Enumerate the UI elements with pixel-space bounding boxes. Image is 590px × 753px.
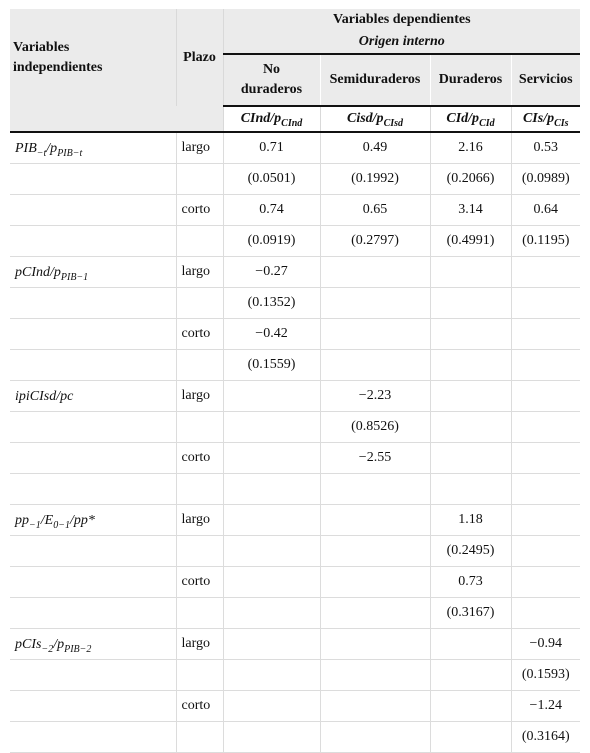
value-cell: 0.53 <box>511 132 580 164</box>
value-cell: (0.1593) <box>511 660 580 691</box>
table-body <box>10 132 580 753</box>
category-label: No <box>262 62 281 77</box>
value-cell <box>320 567 430 598</box>
independent-variable-cell <box>10 319 176 350</box>
independent-variable-cell <box>10 132 176 164</box>
variable-label-part: /p <box>46 141 58 156</box>
value-cell <box>320 319 430 350</box>
table-row <box>10 412 580 443</box>
table-row <box>10 350 580 381</box>
value-cell: 0.64 <box>511 195 580 226</box>
value-cell <box>320 474 430 505</box>
header-plazo: Plazo <box>176 9 223 106</box>
value-cell: (0.2495) <box>430 536 511 567</box>
value-cell <box>320 257 430 288</box>
variable-label-part: /p <box>53 637 65 652</box>
value-cell: −1.24 <box>511 691 580 722</box>
independent-variable-cell <box>10 257 176 288</box>
independent-variable-cell <box>10 505 176 536</box>
independent-variable-cell <box>10 443 176 474</box>
independent-variable-cell <box>10 226 176 257</box>
value-cell: (0.3164) <box>511 722 580 753</box>
regression-table <box>10 9 580 753</box>
value-cell <box>223 722 320 753</box>
value-cell <box>430 474 511 505</box>
plazo-cell <box>176 226 223 257</box>
independent-variable-cell <box>10 474 176 505</box>
value-cell <box>223 691 320 722</box>
variable-label-part: PIB−t <box>57 148 83 159</box>
value-cell <box>430 412 511 443</box>
value-cell: 0.73 <box>430 567 511 598</box>
value-cell <box>430 319 511 350</box>
table-row <box>10 164 580 195</box>
independent-variable-cell <box>10 691 176 722</box>
value-cell <box>511 381 580 412</box>
value-cell: (0.2797) <box>320 226 430 257</box>
table-row <box>10 722 580 753</box>
value-cell <box>511 443 580 474</box>
value-cell: 0.65 <box>320 195 430 226</box>
variable-label-part: pCInd/p <box>15 265 61 280</box>
value-cell <box>223 536 320 567</box>
plazo-cell: largo <box>176 505 223 536</box>
independent-variable-cell <box>10 381 176 412</box>
table-row <box>10 319 580 350</box>
value-cell: (0.1992) <box>320 164 430 195</box>
independent-variable-cell <box>10 288 176 319</box>
value-cell <box>320 722 430 753</box>
value-cell: (0.1559) <box>223 350 320 381</box>
independent-variable-cell <box>10 195 176 226</box>
table-row <box>10 629 580 660</box>
value-cell: (0.0989) <box>511 164 580 195</box>
value-cell <box>223 474 320 505</box>
value-cell <box>430 443 511 474</box>
value-cell <box>320 536 430 567</box>
independent-variable-cell <box>10 629 176 660</box>
header-blank <box>176 106 223 132</box>
value-cell: −0.42 <box>223 319 320 350</box>
plazo-cell: largo <box>176 257 223 288</box>
value-cell: 1.18 <box>430 505 511 536</box>
variable-label-part: pp <box>15 513 29 528</box>
value-cell <box>430 722 511 753</box>
value-cell <box>511 350 580 381</box>
variable-label-part: 0−1 <box>53 520 70 531</box>
table-row <box>10 381 580 412</box>
plazo-cell: corto <box>176 443 223 474</box>
header-blank <box>10 106 176 132</box>
value-cell: 3.14 <box>430 195 511 226</box>
table-row <box>10 567 580 598</box>
value-cell <box>320 691 430 722</box>
header-category-semiduraderos: Semiduraderos <box>320 54 430 106</box>
value-cell <box>511 536 580 567</box>
header-dependent-variables: Variables dependientes <box>223 9 580 31</box>
header-category-duraderos: Duraderos <box>430 54 511 106</box>
value-cell <box>320 598 430 629</box>
independent-variable-cell <box>10 567 176 598</box>
value-cell: (0.2066) <box>430 164 511 195</box>
value-cell <box>511 288 580 319</box>
value-cell <box>320 288 430 319</box>
plazo-cell <box>176 598 223 629</box>
plazo-cell <box>176 474 223 505</box>
value-cell <box>511 474 580 505</box>
value-cell: (0.3167) <box>430 598 511 629</box>
header-vars-line1: Variables <box>13 39 70 55</box>
value-cell <box>430 629 511 660</box>
value-cell: 0.71 <box>223 132 320 164</box>
table-row <box>10 288 580 319</box>
plazo-cell <box>176 722 223 753</box>
value-cell <box>430 660 511 691</box>
regression-table-container <box>10 9 580 753</box>
value-cell <box>430 257 511 288</box>
value-cell <box>223 660 320 691</box>
variable-label-part: PIB−1 <box>60 272 89 283</box>
plazo-cell: largo <box>176 132 223 164</box>
value-cell <box>511 598 580 629</box>
variable-label-part: PIB−2 <box>64 644 92 655</box>
header-symbol-cid: CId/$p_{CId}$ <box>430 106 511 132</box>
value-cell <box>223 629 320 660</box>
header-origen-interno: Origen interno <box>223 31 580 54</box>
value-cell: −2.55 <box>320 443 430 474</box>
table-row <box>10 505 580 536</box>
value-cell <box>320 350 430 381</box>
independent-variable-cell <box>10 164 176 195</box>
variable-label-part: ipiCIsd/pc <box>15 389 74 404</box>
plazo-cell <box>176 660 223 691</box>
table-row <box>10 443 580 474</box>
plazo-cell: corto <box>176 195 223 226</box>
value-cell <box>223 443 320 474</box>
header-vars-line2: independientes <box>13 59 103 75</box>
value-cell: (0.1352) <box>223 288 320 319</box>
value-cell: 2.16 <box>430 132 511 164</box>
value-cell: 0.49 <box>320 132 430 164</box>
variable-label-part: /E <box>40 513 54 528</box>
variable-label-part: pCIs <box>15 637 42 652</box>
value-cell <box>223 412 320 443</box>
value-cell <box>511 567 580 598</box>
independent-variable-cell <box>10 660 176 691</box>
value-cell: 0.74 <box>223 195 320 226</box>
value-cell <box>223 598 320 629</box>
table-row <box>10 660 580 691</box>
independent-variable-cell <box>10 598 176 629</box>
value-cell <box>511 319 580 350</box>
value-cell <box>223 381 320 412</box>
value-cell <box>430 350 511 381</box>
plazo-cell <box>176 350 223 381</box>
variable-label-part: /pp* <box>69 513 95 528</box>
header-category-servicios: Servicios <box>511 54 580 106</box>
value-cell <box>511 505 580 536</box>
plazo-cell <box>176 536 223 567</box>
variable-label-part: PIB <box>15 141 37 156</box>
plazo-cell: corto <box>176 319 223 350</box>
value-cell <box>223 567 320 598</box>
value-cell <box>511 412 580 443</box>
value-cell: (0.8526) <box>320 412 430 443</box>
independent-variable-cell <box>10 350 176 381</box>
value-cell <box>430 381 511 412</box>
independent-variable-cell <box>10 722 176 753</box>
table-row <box>10 132 580 164</box>
value-cell <box>430 288 511 319</box>
table-row <box>10 536 580 567</box>
header-symbol-cind: CInd/$p_{CInd}$ <box>223 106 320 132</box>
value-cell: (0.4991) <box>430 226 511 257</box>
value-cell: (0.1195) <box>511 226 580 257</box>
table-row <box>10 226 580 257</box>
table-row <box>10 257 580 288</box>
value-cell: (0.0919) <box>223 226 320 257</box>
plazo-cell <box>176 412 223 443</box>
value-cell: (0.0501) <box>223 164 320 195</box>
plazo-cell: largo <box>176 381 223 412</box>
table-row <box>10 474 580 505</box>
value-cell <box>320 660 430 691</box>
header-symbol-cis: CIs/$p_{CIs}$ <box>511 106 580 132</box>
independent-variable-cell <box>10 536 176 567</box>
header-category-no-duraderos <box>223 54 320 106</box>
plazo-cell: corto <box>176 691 223 722</box>
table-row <box>10 691 580 722</box>
table-header <box>10 9 580 132</box>
plazo-cell <box>176 164 223 195</box>
value-cell <box>430 691 511 722</box>
value-cell <box>320 629 430 660</box>
plazo-cell: corto <box>176 567 223 598</box>
plazo-cell <box>176 288 223 319</box>
variable-label-part: −2 <box>41 644 54 655</box>
value-cell <box>320 505 430 536</box>
value-cell <box>511 257 580 288</box>
header-symbol-cisd: Cisd/$p_{CIsd}$ <box>320 106 430 132</box>
plazo-cell: largo <box>176 629 223 660</box>
value-cell: −0.27 <box>223 257 320 288</box>
table-row <box>10 195 580 226</box>
table-row <box>10 598 580 629</box>
value-cell <box>223 505 320 536</box>
header-independent-variables <box>10 9 176 106</box>
variable-label-part: −1 <box>29 520 41 531</box>
value-cell: −0.94 <box>511 629 580 660</box>
value-cell: −2.23 <box>320 381 430 412</box>
category-label: duraderos <box>240 82 303 97</box>
independent-variable-cell <box>10 412 176 443</box>
variable-label-part: −t <box>36 148 47 159</box>
